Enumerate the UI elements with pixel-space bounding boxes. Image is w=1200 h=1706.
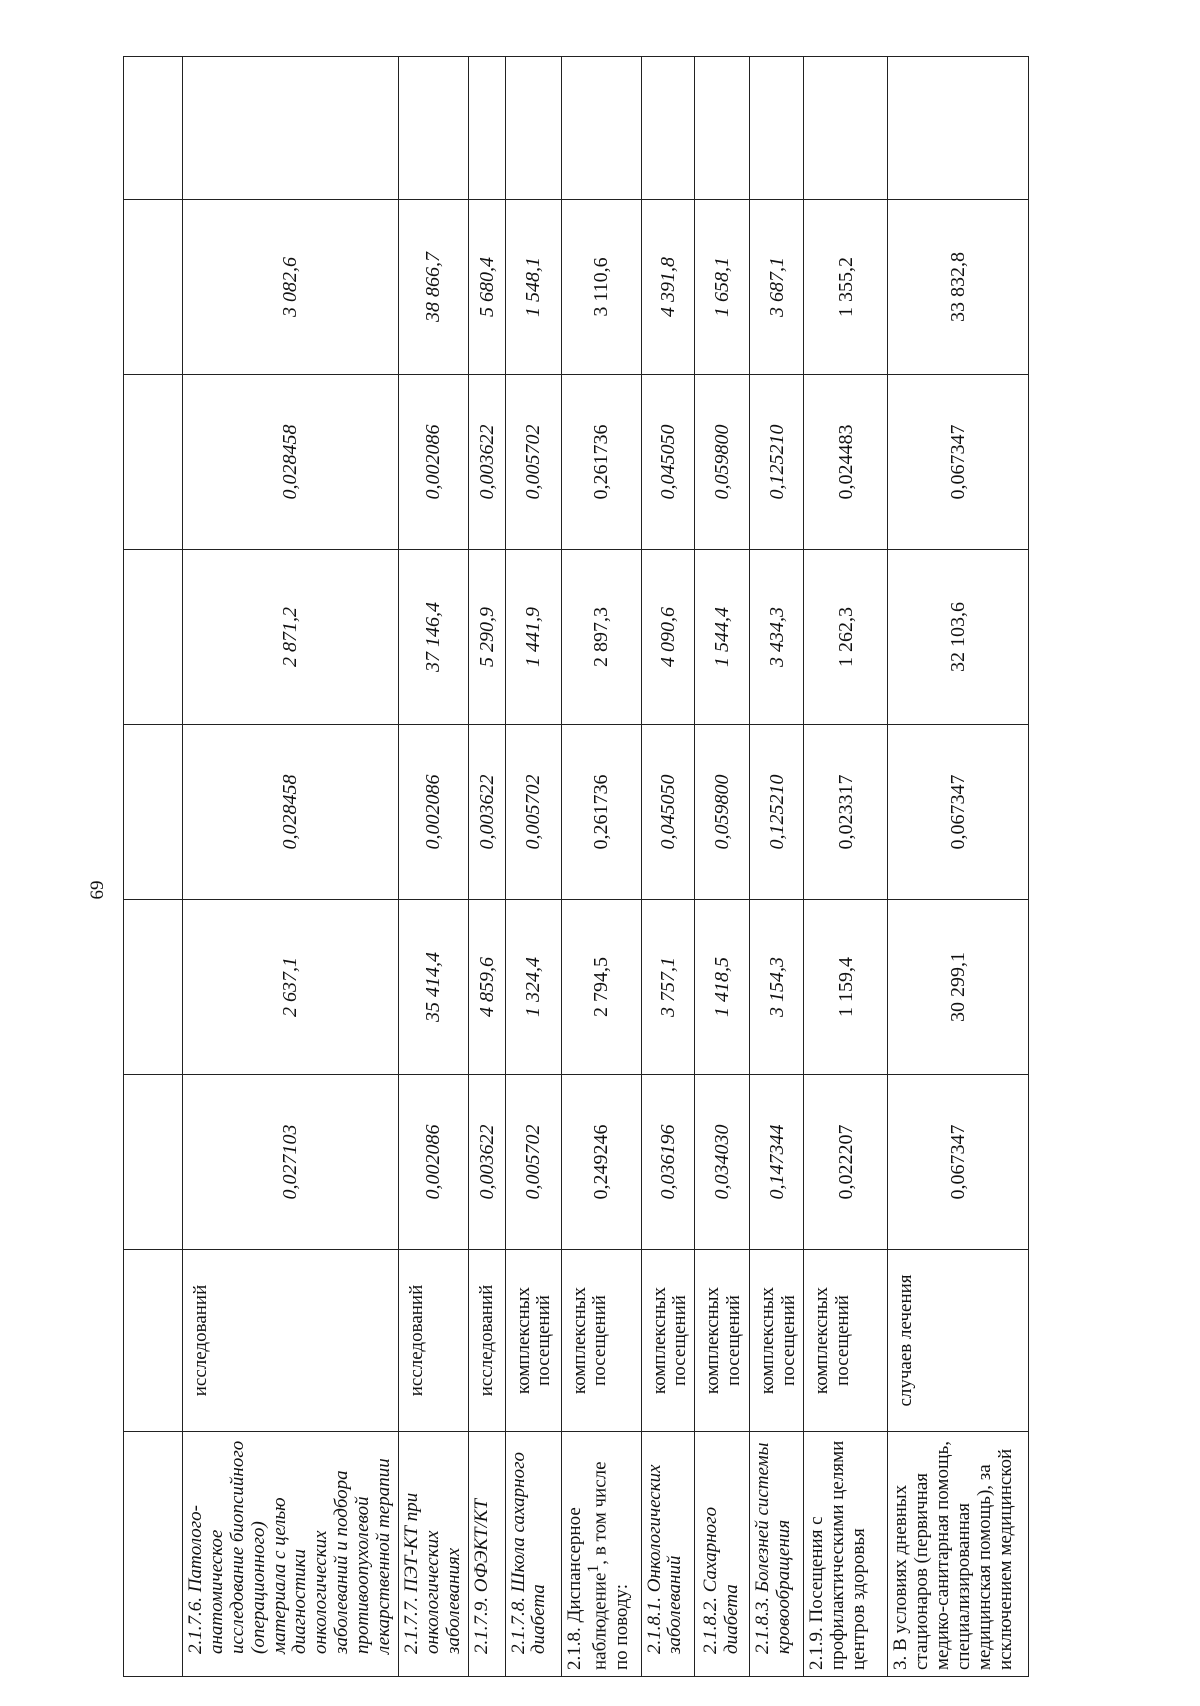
table-row xyxy=(888,57,1029,1677)
table-row xyxy=(398,57,468,1677)
row-name: 2.1.8.1. Онкологических заболеваний xyxy=(641,1432,695,1677)
value-6: 1 355,2 xyxy=(804,200,888,375)
table-row xyxy=(641,57,695,1677)
value-2: 2 637,1 xyxy=(183,900,399,1075)
value-5: 0,125210 xyxy=(750,375,804,550)
footnote-mark: 1 xyxy=(585,1564,603,1573)
row-unit: комплексных посещений xyxy=(561,1250,641,1432)
empty-cell xyxy=(398,57,468,200)
row-name-text-cont: , в том числе по поводу: xyxy=(589,1461,632,1670)
value-5: 0,045050 xyxy=(641,375,695,550)
value-5: 0,005702 xyxy=(505,375,561,550)
row-name: 2.1.8.3. Болезней системы кровообращения xyxy=(750,1432,804,1677)
value-5: 0,059800 xyxy=(695,375,750,550)
value-4: 32 103,6 xyxy=(888,550,1029,725)
value-6: 4 391,8 xyxy=(641,200,695,375)
value-2: 3 154,3 xyxy=(750,900,804,1075)
value-2: 30 299,1 xyxy=(888,900,1029,1075)
value-1: 0,003622 xyxy=(468,1075,505,1250)
value-2: 2 794,5 xyxy=(561,900,641,1075)
row-unit: случаев лечения xyxy=(888,1250,1029,1432)
rotated-table-wrapper xyxy=(123,57,1016,1677)
value-3: 0,002086 xyxy=(398,725,468,900)
empty-cell xyxy=(695,57,750,200)
empty-cell xyxy=(804,57,888,200)
value-1: 0,147344 xyxy=(750,1075,804,1250)
empty-cell xyxy=(124,200,183,375)
empty-cell xyxy=(124,57,183,200)
row-unit: исследований xyxy=(398,1250,468,1432)
table-row xyxy=(804,57,888,1677)
value-3: 0,023317 xyxy=(804,725,888,900)
empty-cell xyxy=(124,1432,183,1677)
value-3: 0,045050 xyxy=(641,725,695,900)
value-1: 0,036196 xyxy=(641,1075,695,1250)
empty-cell xyxy=(888,57,1029,200)
value-1: 0,022207 xyxy=(804,1075,888,1250)
value-2: 1 418,5 xyxy=(695,900,750,1075)
value-2: 3 757,1 xyxy=(641,900,695,1075)
row-unit: исследований xyxy=(468,1250,505,1432)
value-6: 5 680,4 xyxy=(468,200,505,375)
row-unit: комплексных посещений xyxy=(641,1250,695,1432)
value-6: 38 866,7 xyxy=(398,200,468,375)
table-row xyxy=(695,57,750,1677)
table-top-row xyxy=(124,57,183,1677)
row-name-text: 2.1.8. Диспансерное наблюдение xyxy=(563,1507,611,1670)
value-4: 2 897,3 xyxy=(561,550,641,725)
empty-cell xyxy=(183,57,399,200)
value-1: 0,002086 xyxy=(398,1075,468,1250)
table-row xyxy=(561,57,641,1677)
value-1: 0,005702 xyxy=(505,1075,561,1250)
value-5: 0,003622 xyxy=(468,375,505,550)
row-name: 2.1.8.2. Сахарного диабета xyxy=(695,1432,750,1677)
row-unit: комплексных посещений xyxy=(505,1250,561,1432)
value-4: 1 262,3 xyxy=(804,550,888,725)
empty-cell xyxy=(505,57,561,200)
empty-cell xyxy=(124,900,183,1075)
value-3: 0,125210 xyxy=(750,725,804,900)
value-1: 0,249246 xyxy=(561,1075,641,1250)
value-3: 0,003622 xyxy=(468,725,505,900)
value-4: 1 544,4 xyxy=(695,550,750,725)
empty-cell xyxy=(750,57,804,200)
row-name: 2.1.7.6. Патолого-анатомическое исследование биопсийного (операционного) материала с целью диагностики онкологических заболеваний и подбора противоопухолевой лекарственной терапии xyxy=(183,1432,399,1677)
rates-table xyxy=(123,56,1029,1677)
empty-cell xyxy=(124,1075,183,1250)
value-3: 0,067347 xyxy=(888,725,1029,900)
value-2: 4 859,6 xyxy=(468,900,505,1075)
row-name: 2.1.7.9. ОФЭКТ/КТ xyxy=(468,1432,505,1677)
value-1: 0,034030 xyxy=(695,1075,750,1250)
value-2: 1 159,4 xyxy=(804,900,888,1075)
value-4: 37 146,4 xyxy=(398,550,468,725)
value-5: 0,067347 xyxy=(888,375,1029,550)
value-3: 0,261736 xyxy=(561,725,641,900)
table-row xyxy=(750,57,804,1677)
row-unit: комплексных посещений xyxy=(804,1250,888,1432)
value-4: 5 290,9 xyxy=(468,550,505,725)
empty-cell xyxy=(124,1250,183,1432)
table-row xyxy=(183,57,399,1677)
value-2: 1 324,4 xyxy=(505,900,561,1075)
table-row xyxy=(468,57,505,1677)
value-1: 0,027103 xyxy=(183,1075,399,1250)
empty-cell xyxy=(641,57,695,200)
value-6: 1 548,1 xyxy=(505,200,561,375)
empty-cell xyxy=(124,550,183,725)
value-4: 1 441,9 xyxy=(505,550,561,725)
empty-cell xyxy=(124,375,183,550)
row-name: 2.1.7.7. ПЭТ-КТ при онкологических заболеваниях xyxy=(398,1432,468,1677)
value-6: 3 082,6 xyxy=(183,200,399,375)
value-6: 33 832,8 xyxy=(888,200,1029,375)
row-name xyxy=(561,1432,641,1677)
value-5: 0,002086 xyxy=(398,375,468,550)
row-name: 3. В условиях дневных стационаров (первичная медико-санитарная помощь, специализированная медицинская помощь), за исключением медицинской xyxy=(888,1432,1029,1677)
value-5: 0,028458 xyxy=(183,375,399,550)
value-4: 4 090,6 xyxy=(641,550,695,725)
row-unit: комплексных посещений xyxy=(695,1250,750,1432)
value-3: 0,028458 xyxy=(183,725,399,900)
row-name: 2.1.9. Посещения с профилактическими целями центров здоровья xyxy=(804,1432,888,1677)
value-5: 0,024483 xyxy=(804,375,888,550)
page-number: 69 xyxy=(87,880,108,900)
empty-cell xyxy=(124,725,183,900)
row-unit: исследований xyxy=(183,1250,399,1432)
value-6: 1 658,1 xyxy=(695,200,750,375)
row-unit: комплексных посещений xyxy=(750,1250,804,1432)
value-2: 35 414,4 xyxy=(398,900,468,1075)
row-name: 2.1.7.8. Школа сахарного диабета xyxy=(505,1432,561,1677)
value-6: 3 687,1 xyxy=(750,200,804,375)
value-4: 3 434,3 xyxy=(750,550,804,725)
empty-cell xyxy=(468,57,505,200)
empty-cell xyxy=(561,57,641,200)
table-row xyxy=(505,57,561,1677)
value-3: 0,059800 xyxy=(695,725,750,900)
value-4: 2 871,2 xyxy=(183,550,399,725)
value-6: 3 110,6 xyxy=(561,200,641,375)
value-5: 0,261736 xyxy=(561,375,641,550)
value-3: 0,005702 xyxy=(505,725,561,900)
value-1: 0,067347 xyxy=(888,1075,1029,1250)
